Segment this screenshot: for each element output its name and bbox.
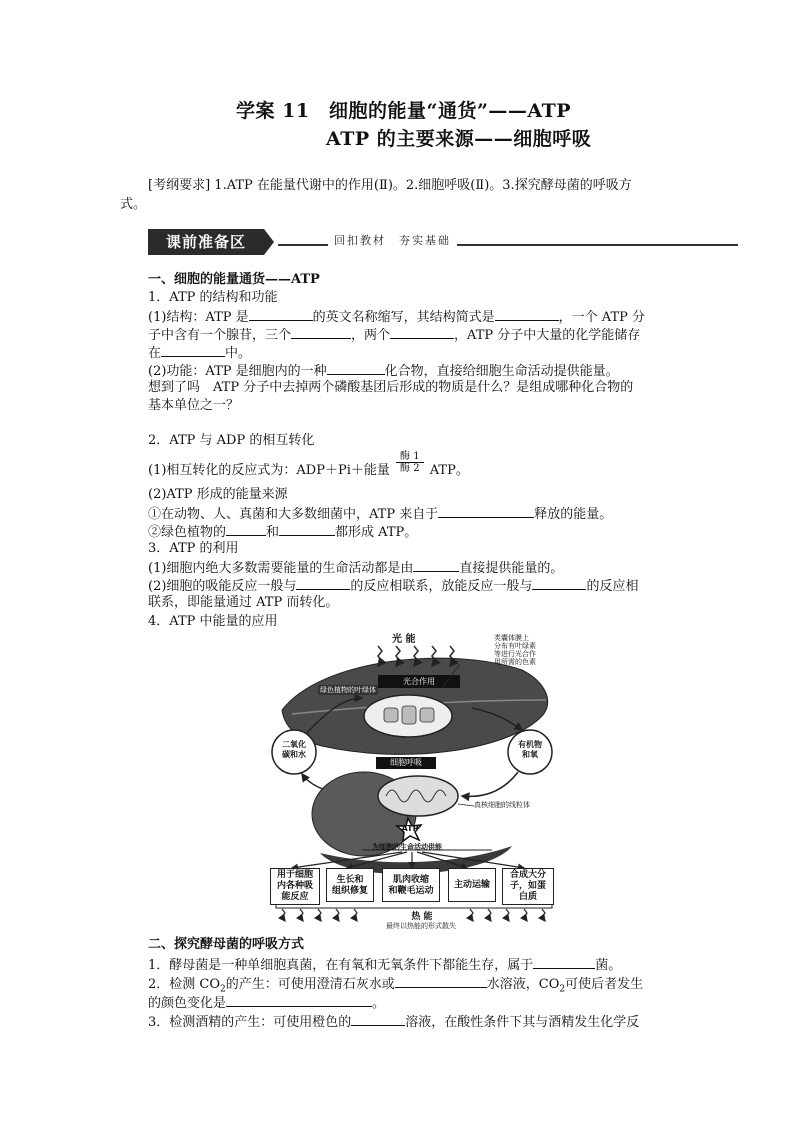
- atp-energy-diagram: [262, 628, 562, 932]
- s2-title: 2．ATP 与 ADP 的相互转化: [148, 433, 315, 448]
- blank[interactable]: [296, 576, 350, 590]
- s3-line2: (2)细胞的吸能反应一般与 的反应相联系，放能反应一般与 的反应相: [148, 576, 638, 596]
- think-line2: 基本单位之一？: [148, 398, 240, 413]
- chloroplast-label: 绿色植物的叶绿体: [320, 686, 376, 694]
- usage-box-growth: 生长和 组织修复: [326, 868, 374, 902]
- s1-function-line: (2)功能：ATP 是细胞内的一种 化合物，直接给细胞生命活动提供能量。: [148, 361, 619, 381]
- s1-structure-line3: 在 中。: [148, 343, 251, 363]
- blank[interactable]: [226, 522, 266, 536]
- requirements-tag: [考纲要求]: [148, 178, 211, 193]
- blank[interactable]: [249, 307, 313, 321]
- blank[interactable]: [226, 993, 372, 1007]
- s1-title: 1．ATP 的结构和功能: [148, 290, 278, 305]
- section2-heading: 二、探究酵母菌的呼吸方式: [148, 937, 305, 952]
- blank[interactable]: [532, 576, 586, 590]
- think-line1: 想到了吗 ATP 分子中去掉两个磷酸基团后形成的物质是什么？是组成哪种化合物的: [148, 380, 634, 395]
- blank[interactable]: [351, 1012, 405, 1026]
- section1-heading: 一、细胞的能量通货——ATP: [148, 272, 320, 287]
- blank[interactable]: [438, 504, 534, 518]
- banner-label: 课前准备区: [148, 229, 264, 255]
- enzyme-1-label: 酶 1: [396, 451, 424, 463]
- usage-box-synthesis: 合成大分 子，如蛋 白质: [502, 868, 554, 905]
- s2b-line2: 2．检测 $CO_2$的产生：可使用澄清石灰水或 水溶液，$CO_2$可使后者发生: [148, 974, 643, 999]
- s2b-line3: 的颜色变化是 。: [148, 993, 385, 1013]
- page-title-line2: ATP 的主要来源——细胞呼吸: [326, 128, 592, 150]
- blank[interactable]: [495, 307, 559, 321]
- section-banner: [148, 229, 738, 255]
- s2-source-title: (2)ATP 形成的能量来源: [148, 487, 288, 502]
- s2-reaction-line: (1)相互转化的反应式为：ADP＋Pi＋能量 $\frac{\text{酶 1}}{\text{酶 2}}$ ATP。: [148, 451, 469, 478]
- usage-box-muscle: 肌肉收缩 和鞭毛运动: [382, 868, 440, 902]
- heat-label: 热 能: [411, 912, 433, 922]
- atp-label: ATP: [401, 824, 419, 833]
- respiration-label: 细胞呼吸: [390, 758, 422, 767]
- thylakoid-note: 类囊体膜上 分布有叶绿素 等进行光合作 用所需的色素: [494, 634, 536, 666]
- heat-sub-label: 最终以热能的形式散失: [386, 922, 456, 930]
- usage-box-transport: 主动运输: [448, 868, 496, 902]
- blank[interactable]: [533, 955, 595, 969]
- blank[interactable]: [395, 974, 487, 988]
- blank[interactable]: [413, 558, 459, 572]
- blank[interactable]: [291, 325, 351, 339]
- light-label: 光 能: [392, 634, 416, 645]
- enzyme-fraction: [396, 451, 424, 474]
- s2b-line1: 1．酵母菌是一种单细胞真菌，在有氧和无氧条件下都能生存，属于 菌。: [148, 955, 621, 975]
- s1-structure-line2: 子中含有一个腺苷，三个 ，两个 ，ATP 分子中大量的化学能储存: [148, 325, 640, 345]
- blank[interactable]: [161, 343, 225, 357]
- photosynthesis-label: 光合作用: [403, 677, 435, 686]
- requirements-line1: [考纲要求] 1.ATP 在能量代谢中的作用(Ⅱ)。2.细胞呼吸(Ⅱ)。3.探究酵母菌的呼吸方: [148, 178, 632, 193]
- s1-structure-line1: (1)结构：ATP 是 的英文名称缩写，其结构简式是 ，一个 ATP 分: [148, 307, 645, 327]
- s3-title: 3．ATP 的利用: [148, 541, 239, 556]
- mitochondria-label: 真核细胞的线粒体: [474, 801, 530, 809]
- s2-source-line1: ①在动物、人、真菌和大多数细菌中，ATP 来自于 释放的能量。: [148, 504, 612, 524]
- enzyme-2-label: 酶 2: [400, 463, 420, 474]
- usage-box-endergonic: 用于细胞 内各种吸 能反应: [270, 868, 320, 905]
- blank[interactable]: [327, 361, 385, 375]
- page-title-line1: 学案 11 细胞的能量“通货”——ATP: [236, 100, 572, 122]
- organic-oxygen-label: 有机物 和氧: [518, 740, 542, 759]
- banner-subtitle: 回扣教材 夯实基础: [328, 232, 457, 248]
- s3-line3: 联系，即能量通过 ATP 而转化。: [148, 595, 339, 610]
- blank[interactable]: [279, 522, 335, 536]
- s2-source-line2: ②绿色植物的 和 都形成 ATP。: [148, 522, 417, 542]
- s4-title: 4．ATP 中能量的应用: [148, 614, 278, 629]
- blank[interactable]: [390, 325, 454, 339]
- co2-water-label: 二氧化 碳和水: [282, 740, 306, 759]
- s3-line1: (1)细胞内绝大多数需要能量的生命活动都是由 直接提供能量的。: [148, 558, 563, 578]
- supply-label: 为细胞的生命活动供能: [372, 843, 442, 851]
- s2b-line4: 3．检测酒精的产生：可使用橙色的 溶液，在酸性条件下其与酒精发生化学反: [148, 1012, 639, 1032]
- banner-arrow: [264, 229, 274, 255]
- requirements-line2: 式。: [120, 197, 147, 212]
